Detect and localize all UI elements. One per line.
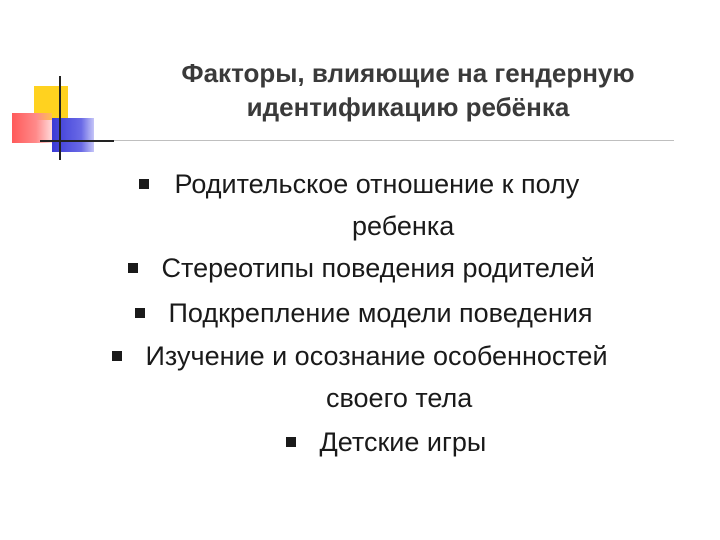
- list-item-text: Родительское отношение к полу: [174, 169, 580, 199]
- bullet-square-icon: [135, 308, 145, 318]
- list-item-text: Детские игры: [319, 427, 487, 457]
- slide-title-line-2: идентификацию ребёнка: [246, 92, 570, 122]
- list-item-text: Подкрепление модели поведения: [168, 298, 593, 328]
- bullet-square-icon: [128, 263, 138, 273]
- list-item-continuation: ребенка: [352, 211, 455, 241]
- list-item: [128, 252, 595, 284]
- bullet-square-icon: [139, 179, 149, 189]
- list-item: [286, 426, 486, 458]
- bullet-square-icon: [112, 351, 122, 361]
- list-item-text: Изучение и осознание особенностей: [145, 341, 608, 371]
- list-item: [139, 168, 579, 200]
- list-item-continuation: своего тела: [326, 383, 473, 413]
- list-item-text: Стереотипы поведения родителей: [161, 253, 595, 283]
- slide-title-line-1: Факторы, влияющие на гендерную: [181, 58, 635, 88]
- bullet-square-icon: [286, 437, 296, 447]
- list-item: [112, 340, 608, 372]
- list-item: [135, 297, 593, 329]
